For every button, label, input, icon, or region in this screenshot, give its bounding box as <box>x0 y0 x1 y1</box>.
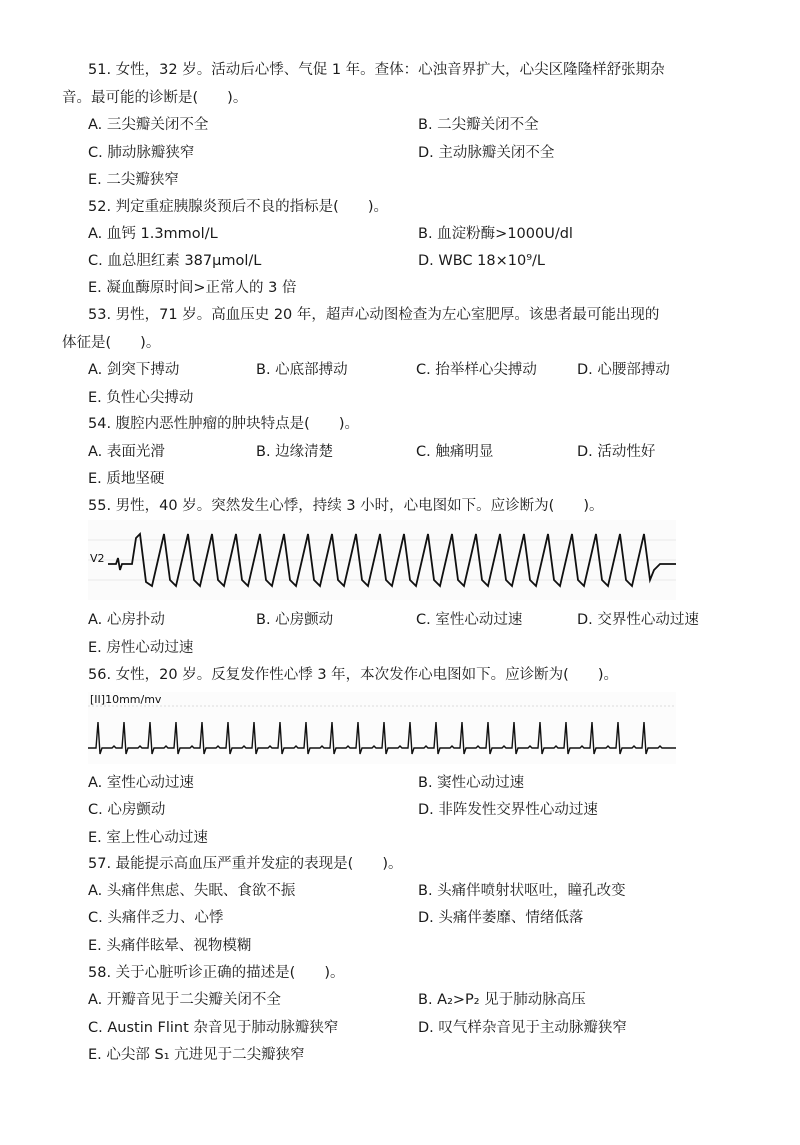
q58-stem-line1: 58. 关于心脏听诊正确的描述是( )。 <box>88 965 345 981</box>
q57-option-c[interactable]: C. 头痛伴乏力、心悸 <box>88 910 224 926</box>
q57-option-d[interactable]: D. 头痛伴萎靡、情绪低落 <box>418 910 584 926</box>
q58-option-e[interactable]: E. 心尖部 S₁ 亢进见于二尖瓣狭窄 <box>88 1047 305 1063</box>
q57-stem-line1: 57. 最能提示高血压严重并发症的表现是( )。 <box>88 856 403 872</box>
q55-option-c[interactable]: C. 室性心动过速 <box>416 612 523 628</box>
q56-option-c[interactable]: C. 心房颤动 <box>88 802 166 818</box>
q58-option-d[interactable]: D. 叹气样杂音见于主动脉瓣狭窄 <box>418 1020 627 1036</box>
q52-option-b[interactable]: B. 血淀粉酶>1000U/dl <box>418 226 573 242</box>
q57-option-a[interactable]: A. 头痛伴焦虑、失眠、食欲不振 <box>88 883 296 899</box>
q52-option-e[interactable]: E. 凝血酶原时间>正常人的 3 倍 <box>88 280 297 296</box>
q55-stem-line1: 55. 男性，40 岁。突然发生心悸，持续 3 小时，心电图如下。应诊断为( )。 <box>88 498 604 514</box>
q56-ecg-image <box>88 692 676 764</box>
q55-ecg-image <box>88 520 676 600</box>
q53-option-e[interactable]: E. 负性心尖搏动 <box>88 390 194 406</box>
q53-stem-line1: 53. 男性，71 岁。高血压史 20 年，超声心动图检查为左心室肥厚。该患者最可能出现的 <box>88 307 660 323</box>
q55-ecg-lead-label: V2 <box>90 552 105 565</box>
q54-option-a[interactable]: A. 表面光滑 <box>88 444 165 460</box>
q54-option-d[interactable]: D. 活动性好 <box>577 444 656 460</box>
q55-option-b[interactable]: B. 心房颤动 <box>256 612 334 628</box>
q58-option-b[interactable]: B. A₂>P₂ 见于肺动脉高压 <box>418 992 586 1008</box>
q51-option-a[interactable]: A. 三尖瓣关闭不全 <box>88 117 209 133</box>
q56-option-a[interactable]: A. 室性心动过速 <box>88 775 194 791</box>
q57-option-e[interactable]: E. 头痛伴眩晕、视物模糊 <box>88 938 252 954</box>
q56-option-e[interactable]: E. 室上性心动过速 <box>88 830 208 846</box>
q53-option-c[interactable]: C. 抬举样心尖搏动 <box>416 362 537 378</box>
q56-option-b[interactable]: B. 窦性心动过速 <box>418 775 525 791</box>
q53-option-d[interactable]: D. 心腰部搏动 <box>577 362 670 378</box>
q54-option-e[interactable]: E. 质地坚硬 <box>88 471 165 487</box>
q51-stem-line2: 音。最可能的诊断是( )。 <box>62 90 248 106</box>
q55-option-a[interactable]: A. 心房扑动 <box>88 612 165 628</box>
q54-option-b[interactable]: B. 边缘清楚 <box>256 444 334 460</box>
q55-option-d[interactable]: D. 交界性心动过速 <box>577 612 699 628</box>
q56-ecg-strip <box>88 692 676 764</box>
q56-option-d[interactable]: D. 非阵发性交界性心动过速 <box>418 802 598 818</box>
q58-option-c[interactable]: C. Austin Flint 杂音见于肺动脉瓣狭窄 <box>88 1020 339 1036</box>
q51-option-b[interactable]: B. 二尖瓣关闭不全 <box>418 117 539 133</box>
q53-option-a[interactable]: A. 剑突下搏动 <box>88 362 180 378</box>
q52-option-c[interactable]: C. 血总胆红素 387μmol/L <box>88 253 262 269</box>
q58-option-a[interactable]: A. 开瓣音见于二尖瓣关闭不全 <box>88 992 281 1008</box>
q54-option-c[interactable]: C. 触痛明显 <box>416 444 494 460</box>
q51-stem-line1: 51. 女性，32 岁。活动后心悸、气促 1 年。查体：心浊音界扩大，心尖区隆隆样舒张期杂 <box>88 62 665 78</box>
q53-option-b[interactable]: B. 心底部搏动 <box>256 362 348 378</box>
q55-ecg-strip <box>88 520 676 600</box>
q51-option-e[interactable]: E. 二尖瓣狭窄 <box>88 172 179 188</box>
q52-option-d[interactable]: D. WBC 18×10⁹/L <box>418 253 545 269</box>
q56-stem-line1: 56. 女性，20 岁。反复发作性心悸 3 年，本次发作心电图如下。应诊断为( )。 <box>88 667 618 683</box>
q56-ecg-lead-label: [II]10mm/mv <box>90 693 162 706</box>
q51-option-d[interactable]: D. 主动脉瓣关闭不全 <box>418 145 555 161</box>
q54-stem-line1: 54. 腹腔内恶性肿瘤的肿块特点是( )。 <box>88 416 359 432</box>
q53-stem-line2: 体征是( )。 <box>62 335 161 351</box>
q57-option-b[interactable]: B. 头痛伴喷射状呕吐，瞳孔改变 <box>418 883 626 899</box>
q52-option-a[interactable]: A. 血钙 1.3mmol/L <box>88 226 218 242</box>
q51-option-c[interactable]: C. 肺动脉瓣狭窄 <box>88 145 195 161</box>
q55-option-e[interactable]: E. 房性心动过速 <box>88 640 194 656</box>
q52-stem-line1: 52. 判定重症胰腺炎预后不良的指标是( )。 <box>88 199 388 215</box>
